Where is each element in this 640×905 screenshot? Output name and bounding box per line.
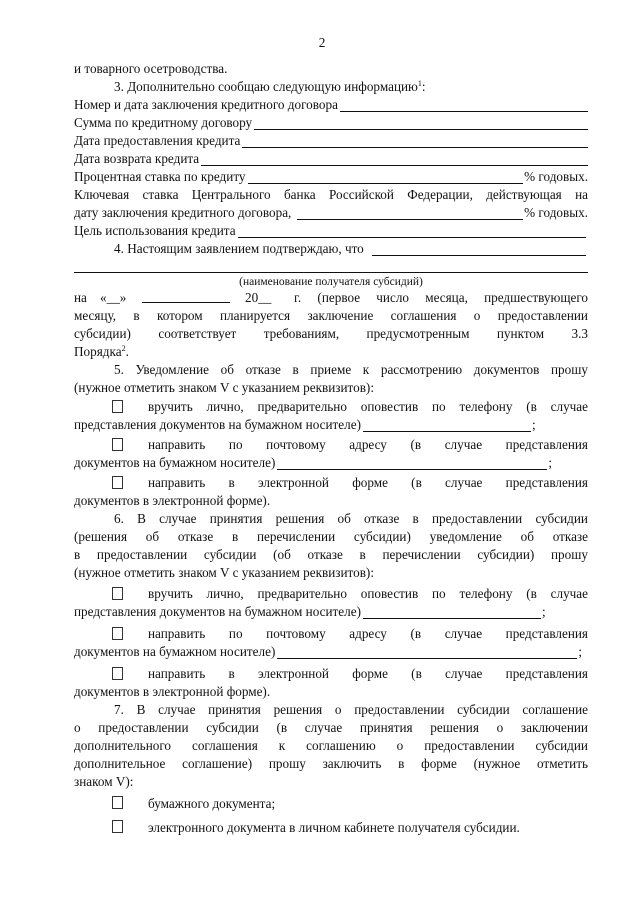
option-label: направить в электронной форме (в случае представления (148, 666, 588, 681)
section-3-heading: 3. Дополнительно сообщаю следующую информацию$^1$: (114, 79, 426, 94)
field-label: Дата предоставления кредита (74, 133, 241, 148)
blank-line[interactable] (277, 647, 577, 659)
text-line: Порядка$^2$. (74, 344, 129, 359)
text-line: в предоставлении субсидии (об отказе в перечислении субсидии) прошу (74, 547, 588, 562)
blank-line[interactable] (277, 458, 547, 470)
option-label: направить по почтовому адресу (в случае представления (148, 626, 588, 641)
field-key-rate: дату заключения кредитного договора, % годовых. (74, 205, 588, 220)
field-credit-purpose (74, 224, 586, 238)
year-placeholder: 20__ (245, 290, 272, 305)
text-line: о предоставлении субсидии (в случае принятия решения о заключении (74, 720, 588, 735)
checkbox-send-electronic-6[interactable] (112, 667, 123, 680)
option-label-cont: документов в электронной форме). (74, 493, 271, 508)
text-line: (нужное отметить знаком V с указанием реквизитов): (74, 380, 374, 395)
page-number: 2 (318, 35, 326, 50)
checkbox-electronic-document[interactable] (112, 820, 123, 833)
option-label-cont: представления документов на бумажном носителе) ; (74, 417, 536, 432)
field-label: Процентная ставка по кредиту (74, 169, 246, 184)
text-line: субсидии) соответствует требованиям, предусмотренным пунктом 3.3 (74, 326, 588, 341)
blank-line[interactable] (363, 420, 531, 432)
blank-line[interactable] (340, 100, 588, 112)
month-blank[interactable] (142, 291, 230, 303)
footnote-ref-2: 2 (121, 344, 126, 353)
field-credit-amount (74, 116, 588, 130)
text-line: (решения об отказе в перечислении субсидии) уведомление об отказе (74, 529, 588, 544)
text-line: (нужное отметить знаком V с указанием реквизитов): (74, 565, 374, 580)
field-label: Дата возврата кредита (74, 151, 200, 166)
text-line: дополнительное соглашение) прошу заключить в форме (нужное отметить (74, 756, 588, 771)
section-5-heading: 5. Уведомление об отказе в приеме к рассмотрению документов прошу (114, 362, 588, 377)
option-label: вручить лично, предварительно оповестив по телефону (в случае (148, 586, 588, 601)
blank-line[interactable] (248, 172, 524, 184)
checkbox-deliver-personally[interactable] (112, 400, 123, 413)
section-6-heading: 6. В случае принятия решения об отказе в предоставлении субсидии (114, 511, 588, 526)
date-line: на «__» 20__ г. (первое число месяца, предшествующего (74, 290, 588, 305)
section-7-heading: 7. В случае принятия решения о предоставлении субсидии соглашение (114, 702, 588, 717)
blank-line[interactable] (254, 118, 588, 130)
recipient-name-line[interactable] (74, 272, 588, 273)
option-label: вручить лично, предварительно оповестив по телефону (в случае (148, 399, 588, 414)
blank-line[interactable] (201, 154, 588, 166)
field-interest-rate: Процентная ставка по кредиту % годовых. (74, 169, 588, 184)
text-line: знаком V): (74, 774, 134, 789)
field-credit-issue-date (74, 134, 588, 148)
option-label: бумажного документа; (148, 796, 276, 811)
checkbox-deliver-personally-6[interactable] (112, 587, 123, 600)
blank-line[interactable] (238, 226, 586, 238)
option-label-cont: документов на бумажном носителе) ; (74, 455, 553, 470)
option-label-cont: представления документов на бумажном носителе) ; (74, 604, 546, 619)
day-placeholder: «__» (100, 290, 127, 305)
blank-line[interactable] (363, 607, 541, 619)
option-label-cont: документов на бумажном носителе) ; (74, 644, 583, 659)
field-label: Сумма по кредитному договору (74, 115, 253, 130)
section-4-heading: 4. Настоящим заявлением подтверждаю, что (114, 242, 586, 256)
field-label: Номер и дата заключения кредитного договора (74, 97, 338, 112)
checkbox-send-electronic[interactable] (112, 476, 123, 489)
option-label-cont: документов в электронной форме). (74, 684, 271, 699)
field-credit-return-date (74, 152, 588, 166)
option-label: направить по почтовому адресу (в случае представления (148, 437, 588, 452)
checkbox-send-by-mail[interactable] (112, 438, 123, 451)
text-line: месяцу, в котором планируется заключение соглашения о предоставлении (74, 308, 588, 323)
field-label: дату заключения кредитного договора, (74, 205, 292, 220)
field-credit-contract-number (74, 98, 588, 112)
blank-line[interactable] (297, 208, 523, 220)
text-line: и товарного осетроводства. (74, 61, 228, 76)
text-line: дополнительного соглашения к соглашению о предоставлении субсидии (74, 738, 588, 753)
blank-line[interactable] (372, 244, 586, 256)
checkbox-send-by-mail-6[interactable] (112, 627, 123, 640)
option-label: направить в электронной форме (в случае представления (148, 475, 588, 490)
field-label: Цель использования кредита (74, 223, 236, 238)
option-label: электронного документа в личном кабинете получателя субсидии. (148, 820, 520, 835)
blank-line[interactable] (242, 136, 588, 148)
text-line: Ключевая ставка Центрального банка Российской Федерации, действующая на (74, 187, 588, 202)
footnote-ref-1: 1 (417, 79, 422, 88)
checkbox-paper-document[interactable] (112, 796, 123, 809)
recipient-name-caption: (наименование получателя субсидий) (239, 276, 423, 288)
